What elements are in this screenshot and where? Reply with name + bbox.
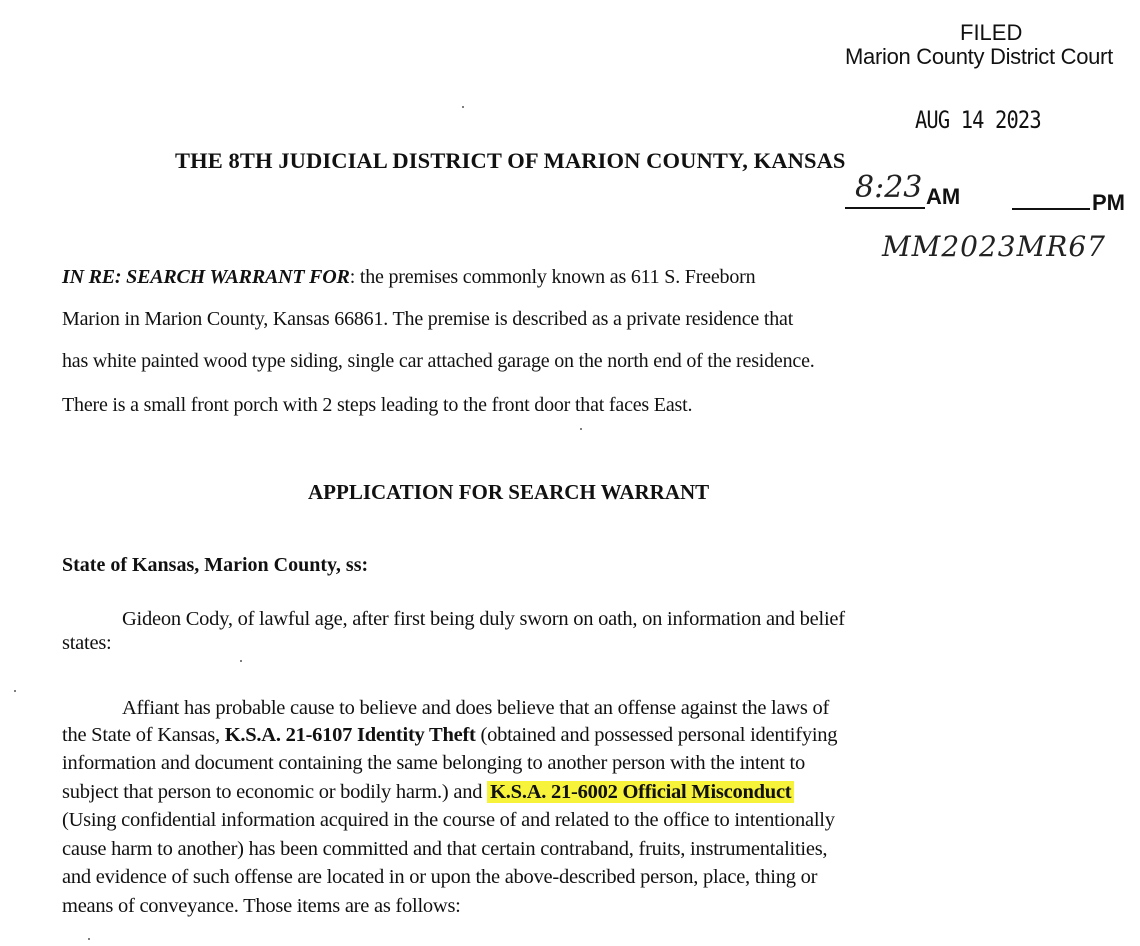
affiant-line-1: Gideon Cody, of lawful age, after first being duly sworn on oath, on information and belief — [122, 608, 845, 630]
scan-speck — [88, 938, 90, 940]
pc-line-4: subject that person to economic or bodily harm.) and K.S.A. 21-6002 Official Misconduct — [62, 781, 794, 804]
in-re-line-2: Marion in Marion County, Kansas 66861. The premise is described as a private residence that — [62, 308, 794, 330]
in-re-line-3: has white painted wood type siding, single car attached garage on the north end of the residence. — [62, 350, 815, 372]
affiant-line-2: states: — [62, 632, 112, 654]
scan-speck — [580, 428, 582, 430]
stamp-court-name: Marion County District Court — [845, 44, 1113, 69]
handwritten-case-number: MM2023MR67 — [882, 230, 1106, 263]
pc-line-6: cause harm to another) has been committed and that certain contraband, fruits, instrumentalities, — [62, 838, 828, 860]
pm-underline — [1012, 190, 1090, 210]
pm-label: PM — [1092, 190, 1125, 215]
am-label: AM — [926, 184, 961, 209]
stamp-filed-label: FILED — [960, 20, 1023, 45]
in-re-line-1: IN RE: SEARCH WARRANT FOR: the premises commonly known as 611 S. Freeborn — [62, 266, 756, 288]
pc-line-2: the State of Kansas, K.S.A. 21-6107 Identity Theft (obtained and possessed personal identifying — [62, 724, 838, 746]
scan-speck — [240, 660, 242, 662]
scan-speck — [462, 106, 464, 108]
stamp-date: AUG 14 2023 — [915, 106, 1041, 134]
document-title: THE 8TH JUDICIAL DISTRICT OF MARION COUNTY, KANSAS — [175, 148, 846, 173]
pc-line-1: Affiant has probable cause to believe and does believe that an offense against the laws of — [122, 697, 830, 719]
handwritten-time: 8:23 — [855, 170, 923, 205]
in-re-line-4: There is a small front porch with 2 steps leading to the front door that faces East. — [62, 394, 693, 416]
scan-speck — [14, 690, 16, 692]
in-re-label: IN RE: SEARCH WARRANT FOR — [62, 266, 350, 288]
statute-official-misconduct-highlighted: K.S.A. 21-6002 Official Misconduct — [487, 781, 794, 803]
pc-line-3: information and document containing the same belonging to another person with the intent to — [62, 752, 805, 774]
pc-line-5: (Using confidential information acquired in the course of and related to the office to intentionally — [62, 809, 835, 831]
application-heading: APPLICATION FOR SEARCH WARRANT — [308, 480, 710, 504]
pc-line-7: and evidence of such offense are located in or upon the above-described person, place, thing or — [62, 866, 818, 888]
statute-identity-theft: K.S.A. 21-6107 Identity Theft — [224, 724, 476, 746]
venue-line: State of Kansas, Marion County, ss: — [62, 554, 369, 576]
pc-line-8: means of conveyance. Those items are as follows: — [62, 895, 461, 917]
